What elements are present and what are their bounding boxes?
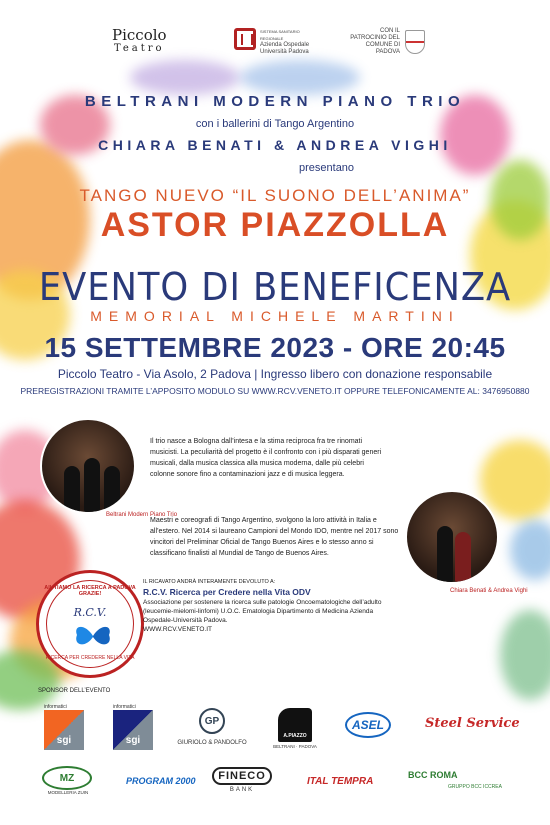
piazzo-logo: A.PIAZZO — [278, 708, 312, 742]
badge-arc-bottom: RICERCA PER CREDERE NELLA VITA — [45, 655, 135, 661]
splash-blue-bottom — [510, 520, 550, 580]
asel-logo: ASEL — [345, 712, 391, 738]
rcv-badge — [36, 570, 144, 678]
presentano-line: presentano — [299, 162, 355, 174]
fineco-sub: BANK — [229, 787, 255, 793]
giuriolo-pandolfo-logo: GP — [199, 708, 225, 734]
comune-patrocinio: CON IL PATROCINIO DEL COMUNE DI PADOVA — [350, 28, 400, 55]
event-date: 15 SETTEMBRE 2023 - ORE 20:45 — [44, 332, 506, 363]
trio-photo — [40, 418, 136, 514]
splash-green-low-right — [500, 610, 550, 700]
bcc-roma-sub: GRUPPO BCC ICCREA — [448, 784, 502, 790]
dancers-names: CHIARA BENATI & ANDREA VIGHI — [98, 137, 452, 153]
sgi2-top: informatici — [113, 704, 136, 710]
memorial-line: MEMORIAL MICHELE MARTINI — [90, 308, 460, 324]
sgi-logo-2: sgi — [113, 710, 153, 750]
badge-rcv: R.C.V. — [73, 606, 107, 619]
butterfly-icon — [73, 623, 113, 649]
sgi-logo: sgi — [44, 710, 84, 750]
padova-crest-icon — [405, 30, 425, 54]
beneficiary-org: R.C.V. Ricerca per Credere nella Vita ODV — [143, 587, 311, 597]
ballerini-line: con i ballerini di Tango Argentino — [195, 118, 355, 130]
tango-subtitle: TANGO NUEVO “IL SUONO DELL’ANIMA” — [79, 186, 471, 205]
piccolo-teatro-logo — [112, 28, 167, 56]
musician-figure — [84, 458, 100, 512]
venue-line: Piccolo Teatro - Via Asolo, 2 Padova | Ingresso libero con donazione responsabile — [57, 367, 493, 381]
fineco-logo: FINECO — [212, 767, 272, 785]
dancers-description: Maestri e coreografi di Tango Argentino, svolgono la loro attività in Italia e all’estero. Nel 2014 si laureano Campioni del Mondo IDO, mentre nel 2017 sono vincitori del Preliminar Oficial de Tango Buenos Aires e lo stesso anno si classificano finalisti al Mundial de Tango de Buenos Aires. — [150, 517, 399, 557]
piccolo-sub: Teatro — [113, 43, 165, 54]
azienda-text — [260, 28, 310, 56]
musician-figure — [64, 466, 80, 512]
piazzo-sub: BELTRANI · PADOVA — [273, 744, 317, 749]
modelleria-zuin-name: MODELLERIA ZUIN — [47, 790, 89, 795]
azienda-mark-icon — [234, 28, 256, 50]
trio-photo-caption: Beltrani Modern Piano Trio — [106, 512, 178, 518]
azienda-logo — [234, 28, 310, 56]
beneficiary-block — [143, 578, 403, 634]
beneficiary-site[interactable]: WWW.RCV.VENETO.IT — [143, 626, 212, 633]
italtempra-logo: ITAL TEMPRA — [307, 776, 374, 787]
azienda-name: Azienda Ospedale Università Padova — [260, 42, 310, 55]
piccolo-main: Piccolo — [112, 26, 167, 44]
steel-service-logo: Steel Service — [425, 716, 520, 731]
dancers-photo-caption: Chiara Benati & Andrea Vighi — [450, 588, 528, 594]
dancers-photo — [405, 490, 499, 584]
splash-yellow-mid-right — [480, 440, 550, 520]
bcc-roma-logo: BCC ROMA — [408, 770, 458, 780]
trio-description: Il trio nasce a Bologna dall’intesa e la stima reciproca fra tre rinomati musicisti. La peculiarità del progetto è il confronto con i più disparati generi musicali, dalla musica classica alla musica moderna, dalle più celebri colonne sonore fino a contaminazioni jazz e di musica leggera. — [150, 438, 382, 478]
preregistration-line: PREREGISTRAZIONI TRAMITE L’APPOSITO MODULO SU WWW.RCV.VENETO.IT OPPURE TELEFONICAMENTE AL: 3476950880 — [20, 386, 530, 396]
beneficiary-desc: Associazione per sostenere la ricerca sulle patologie Oncoematologiche dell’adulto (leucemie-mielomi-linfomi) U.O.C. Ematologia Dipartimento di Medicina Azienda Ospedale-Università Padova. — [143, 599, 382, 624]
badge-arc-top: AIUTIAMO LA RICERCA A PADOVA GRAZIE! — [44, 585, 136, 597]
astor-piazzolla-title: ASTOR PIAZZOLLA — [100, 206, 450, 244]
dancer-figure — [455, 532, 471, 582]
sgi1-top: informatici — [44, 704, 67, 710]
dancer-figure — [437, 526, 453, 582]
beneficiary-intro: IL RICAVATO ANDRÀ INTERAMENTE DEVOLUTO A: — [143, 579, 276, 585]
azienda-prefix: SISTEMA SANITARIO REGIONALE — [260, 29, 300, 41]
program-2000-logo: PROGRAM 2000 — [126, 776, 196, 786]
header-logos — [0, 22, 550, 67]
trio-title: BELTRANI MODERN PIANO TRIO — [84, 93, 466, 110]
modelleria-zuin-logo: MZ — [42, 766, 92, 790]
musician-figure — [104, 466, 120, 512]
sponsor-label: SPONSOR DELL’EVENTO — [38, 688, 111, 694]
giuriolo-pandolfo-name: GIURIOLO & PANDOLFO — [177, 740, 247, 746]
evento-title: EVENTO DI BENEFICENZA — [38, 265, 512, 309]
